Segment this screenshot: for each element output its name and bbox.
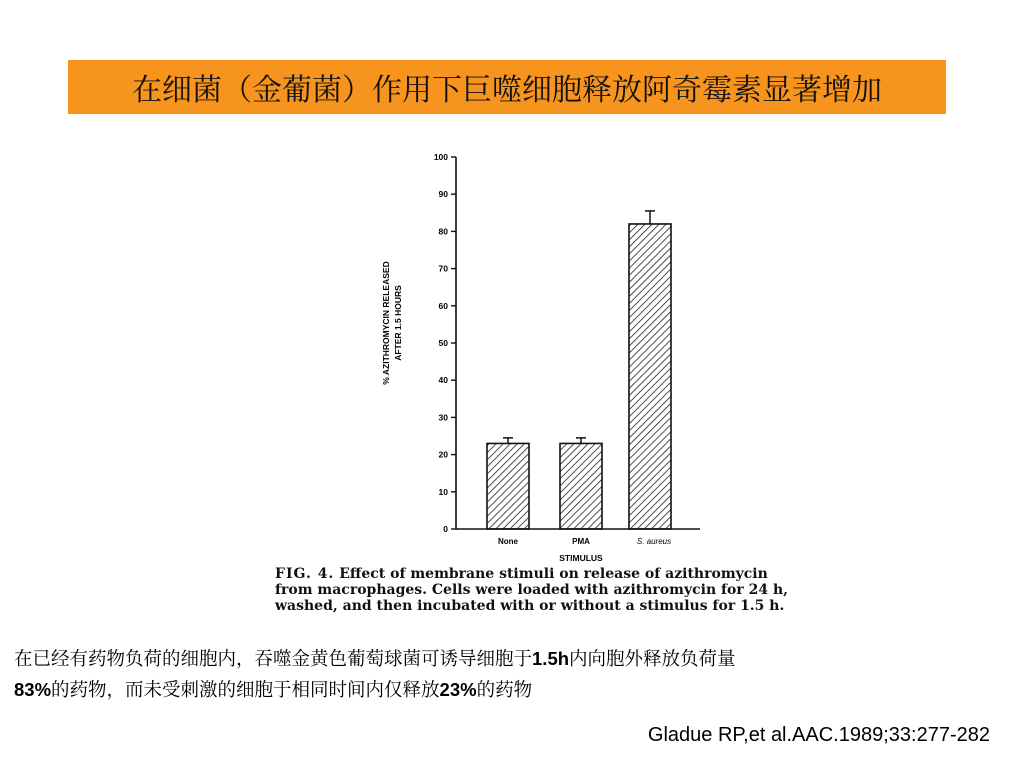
x-tick-label: None [498,537,518,546]
y-tick-label: 100 [433,152,448,162]
y-tick-label: 40 [438,375,448,386]
x-axis-label: STIMULUS [559,553,603,563]
caption-line-3: washed, and then incubated with or without a stimulus for 1.5 h. [275,598,785,614]
citation: Gladue RP,et al.AAC.1989;33:277-282 [647,724,990,746]
caption-line-1 [275,566,820,582]
y-tick-label: 80 [438,226,448,237]
bar-s-aureus [629,224,671,529]
y-tick-label: 90 [438,189,448,200]
caption-text-1: Effect of membrane stimuli on release of azithromycin [339,566,768,582]
bar-pma [560,443,602,529]
summary-part-1: 在已经有药物负荷的细胞内，吞噬金黄色葡萄球菌可诱导细胞于 [14,649,533,670]
y-tick-label: 70 [438,263,448,274]
y-axis-label-line2: AFTER 1.5 HOURS [393,285,403,361]
figure-label: FIG. 4. [275,566,335,582]
summary-unstimulated-percent: 23% [439,679,477,700]
summary-part-2: 内向胞外释放负荷量 [569,649,736,670]
caption-line-2: from macrophages. Cells were loaded with azithromycin for 24 h, [275,582,789,598]
summary-text [14,644,1019,706]
x-tick-label: S. aureus [636,537,672,546]
summary-part-3: 的药物，而未受刺激的细胞于相同时间内仅释放 [51,680,440,701]
x-tick-label: PMA [572,537,590,546]
figure-caption [275,566,820,614]
y-tick-label: 20 [438,449,448,460]
slide-title-banner [68,60,946,114]
y-tick-label: 50 [438,338,448,348]
y-tick-label: 60 [438,300,448,311]
slide-title: 在细菌（金葡菌）作用下巨噬细胞释放阿奇霉素显著增加 [132,73,882,108]
y-tick-label: 30 [438,412,448,423]
y-tick-label: 0 [443,524,448,534]
summary-part-4: 的药物 [476,680,533,701]
y-tick-label: 10 [438,486,448,497]
summary-stimulated-percent: 83% [14,679,52,700]
y-axis-label-line1: % AZITHROMYCIN RELEASED [381,261,391,385]
bar-none [487,443,529,529]
summary-duration: 1.5h [532,648,570,669]
y-axis-label [381,261,403,384]
bar-chart [370,145,710,565]
